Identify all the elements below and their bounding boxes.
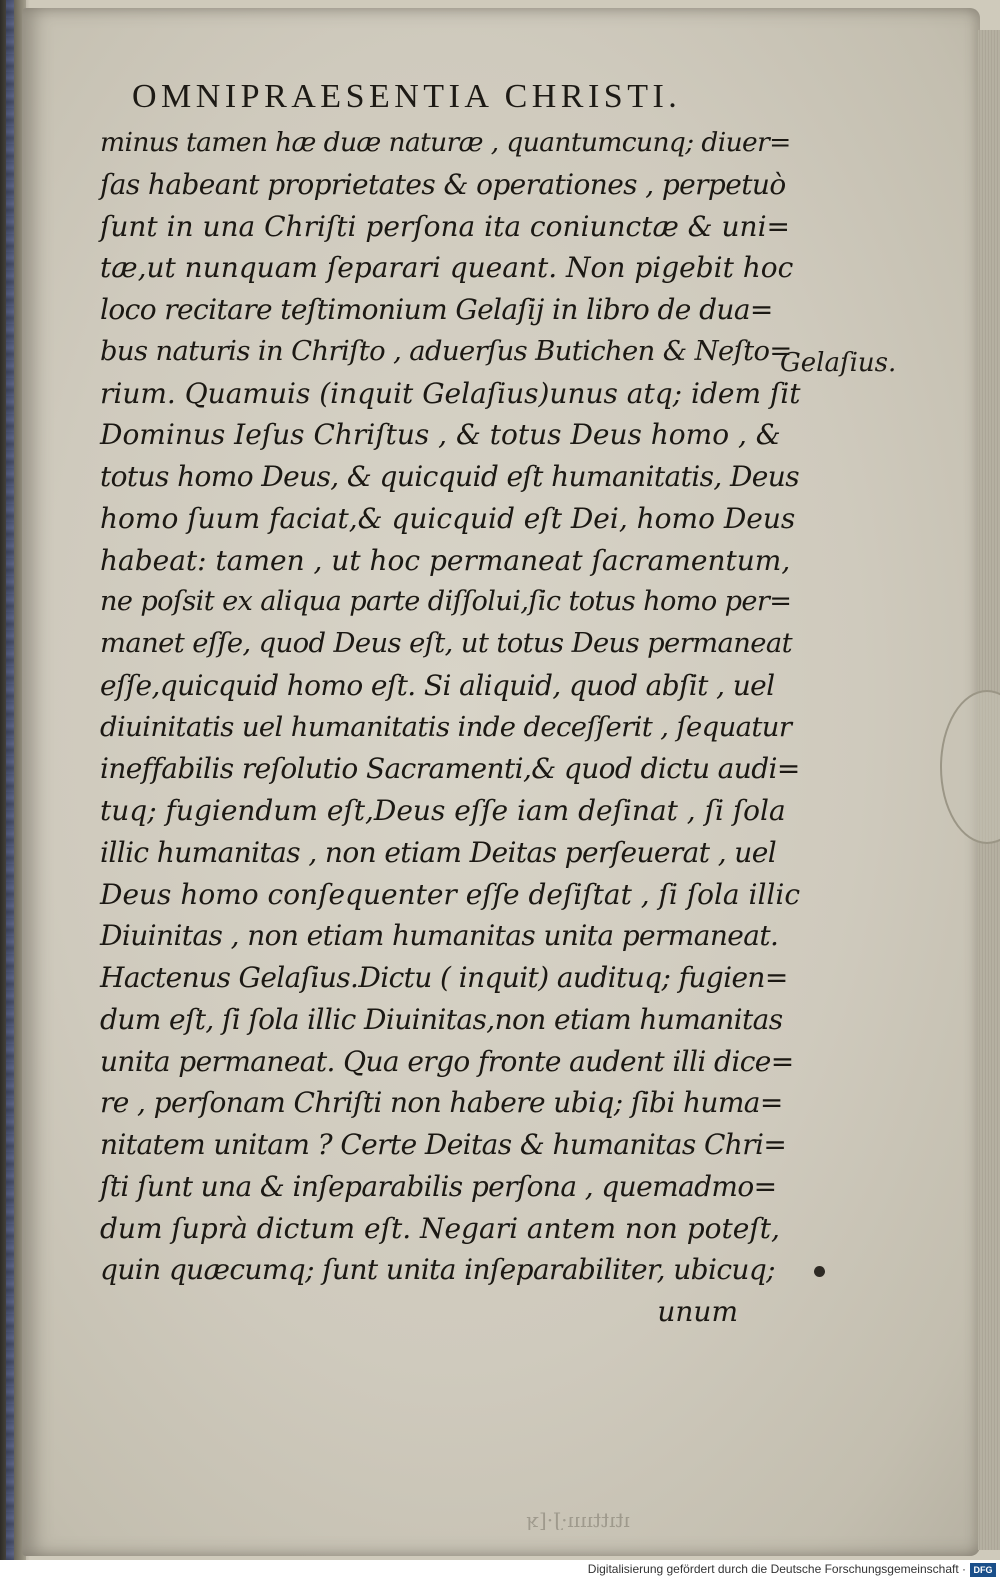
text-line: ſti ſunt una & inſeparabilis perſona , quemadmo= — [100, 1169, 777, 1203]
text-line: totus homo Deus, & quicquid eſt humanitatis, Deus — [100, 460, 799, 493]
text-line: ne poſsit ex aliqua parte diſſolui,ſic totus homo per= — [100, 586, 792, 618]
text-line: tæ,ut nunquam ſeparari queant. Non pigebit hoc — [100, 251, 794, 285]
text-line: homo ſuum faciat,& quicquid eſt Dei, homo Deus — [100, 501, 796, 535]
text-line: rium. Quamuis (inquit Gelaſius)unus atq; idem ſit — [100, 376, 801, 410]
text-line: Dominus Ieſus Chriſtus , & totus Deus homo , & — [100, 418, 781, 452]
text-line: ſas habeant proprietates & operationes , perpetuò — [100, 167, 786, 201]
text-line: bus naturis in Chriſto , aduerſus Butichen & Neſto= — [100, 335, 792, 367]
dfg-logo: DFG — [970, 1563, 996, 1577]
ink-spot — [814, 1266, 825, 1277]
running-head: OMNIPRAESENTIA CHRISTI. — [132, 78, 682, 115]
text-line: re , perſonam Chriſti non habere ubiq; ſibi huma= — [100, 1086, 783, 1120]
text-line: quin quæcumq; ſunt unita inſeparabiliter, ubicuq; — [100, 1253, 776, 1287]
text-line: illic humanitas , non etiam Deitas perſeuerat , uel — [100, 835, 777, 869]
text-line: diuinitatis uel humanitatis inde deceſſerit , ſequatur — [100, 711, 792, 743]
catchword: unum — [657, 1295, 738, 1328]
text-line: loco recitare teſtimonium Gelaſij in libro de dua= — [100, 293, 773, 326]
bleed-through-text: ıtıttıııı·J·[ʞ — [526, 1508, 630, 1530]
body-text — [100, 122, 800, 1333]
text-line: habeat: tamen , ut hoc permaneat ſacramentum, — [100, 543, 791, 577]
binding-cloth — [6, 0, 14, 1560]
text-line: ſunt in una Chriſti perſona ita coniunctæ & uni= — [100, 209, 790, 243]
text-line: unita permaneat. Qua ergo fronte audent illi dice= — [100, 1044, 794, 1078]
digitization-credit: Digitalisierung gefördert durch die Deutsche Forschungsgemeinschaft · — [587, 1562, 966, 1576]
text-line: manet eſſe, quod Deus eſt, ut totus Deus permaneat — [100, 628, 792, 659]
text-line: dum ſuprà dictum eſt. Negari antem non poteſt, — [100, 1211, 780, 1245]
text-line: dum eſt, ſi ſola illic Diuinitas,non etiam humanitas — [100, 1002, 783, 1036]
text-line: minus tamen hæ duæ naturæ , quantumcunq; diuer= — [100, 127, 791, 158]
text-line: Hactenus Gelaſius.Dictu ( inquit) audituq; fugien= — [100, 961, 788, 994]
text-line: ineffabilis reſolutio Sacramenti,& quod dictu audi= — [100, 752, 800, 786]
text-line: eſſe,quicquid homo eſt. Si aliquid, quod abſit , uel — [100, 668, 775, 702]
text-line: Diuinitas , non etiam humanitas unita permaneat. — [100, 919, 779, 953]
text-line: tuq; fugiendum eſt,Deus eſſe iam deſinat , ſi ſola — [100, 794, 786, 827]
text-line: nitatem unitam ? Certe Deitas & humanitas Chri= — [100, 1128, 787, 1161]
text-line: Deus homo conſequenter eſſe deſiſtat , ſi ſola illic — [100, 877, 801, 911]
marginal-note: Gelaſius. — [780, 348, 897, 378]
